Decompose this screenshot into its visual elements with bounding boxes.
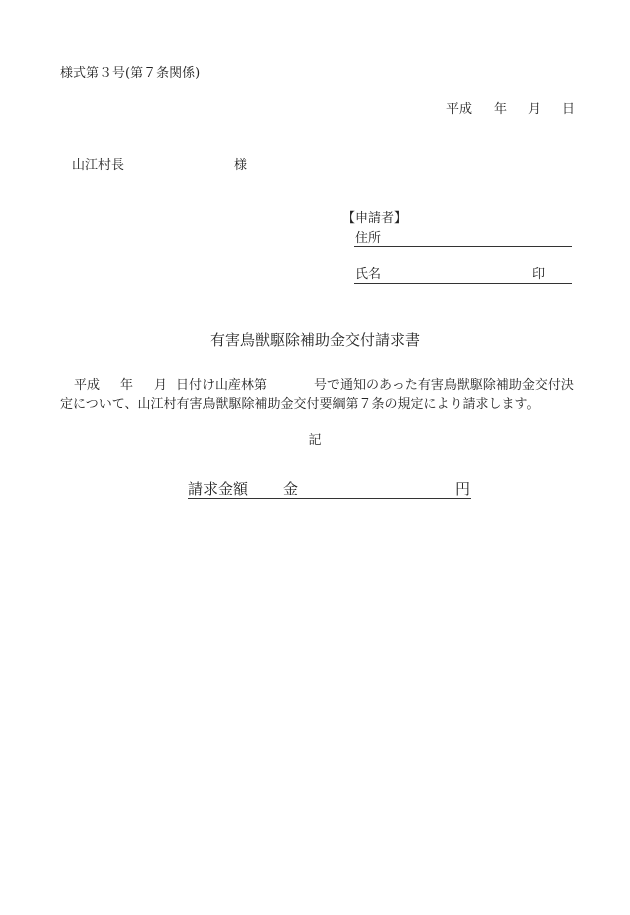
body-dated: 日付け山産林第 <box>176 378 268 393</box>
seal-mark: 印 <box>532 267 546 282</box>
name-label: 氏名 <box>355 267 382 282</box>
amount-underline <box>188 498 471 499</box>
recipient-honorific: 様 <box>234 158 248 173</box>
body-year: 年 <box>120 378 134 393</box>
amount-label: 請求金額 <box>188 480 249 498</box>
body-line-2: 定について、山江村有害鳥獣駆除補助金交付要綱第７条の規定により請求します。 <box>60 397 540 412</box>
date-day: 日 <box>562 102 576 117</box>
ki-marker: 記 <box>308 433 322 448</box>
address-label: 住所 <box>355 231 382 246</box>
amount-unit: 円 <box>455 480 471 498</box>
document-title: 有害鳥獣駆除補助金交付請求書 <box>209 331 420 349</box>
applicant-heading: 【申請者】 <box>342 211 408 226</box>
recipient-name: 山江村長 <box>72 158 125 173</box>
form-number: 様式第３号(第７条関係) <box>60 66 201 81</box>
date-era: 平成 <box>446 102 473 117</box>
date-year: 年 <box>494 102 508 117</box>
body-notice: 号で通知のあった有害鳥獣駆除補助金交付決 <box>314 378 574 393</box>
date-month: 月 <box>528 102 542 117</box>
amount-prefix: 金 <box>283 480 299 498</box>
address-underline <box>354 246 572 247</box>
name-underline <box>354 283 572 284</box>
body-month: 月 <box>154 378 168 393</box>
body-era: 平成 <box>74 378 101 393</box>
